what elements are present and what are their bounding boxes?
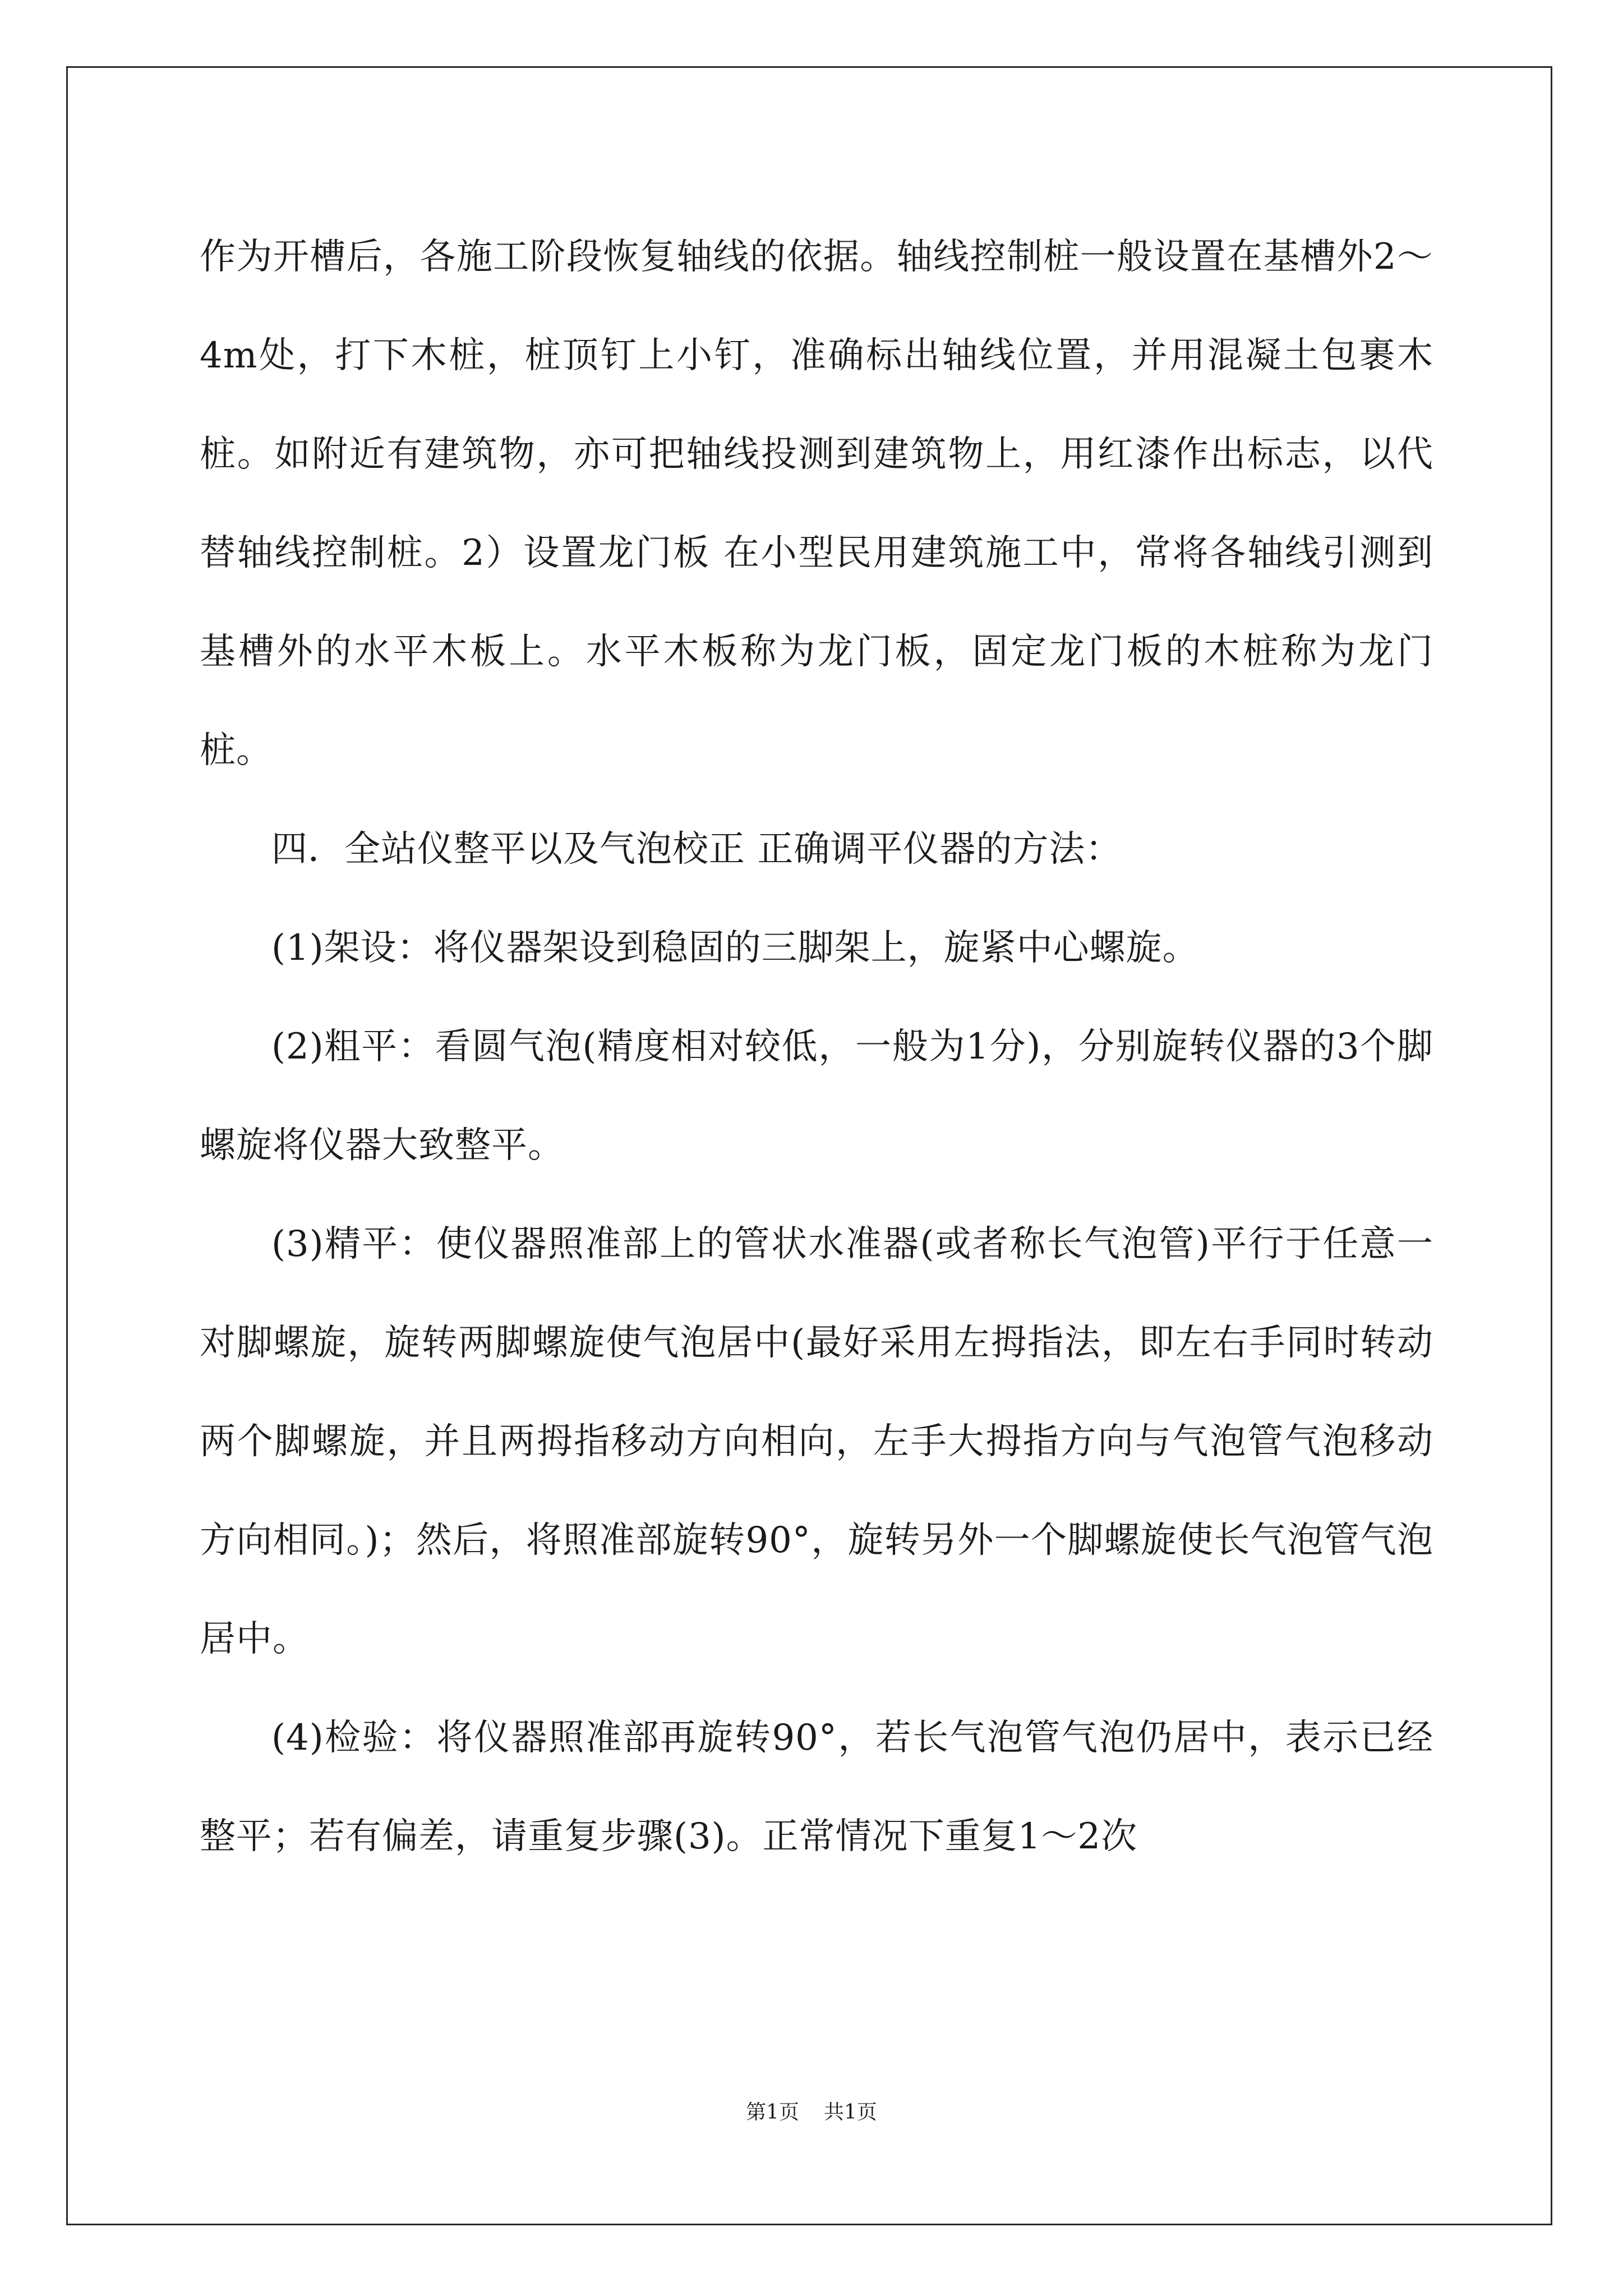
paragraph-step-setup: (1)架设：将仪器架设到稳固的三脚架上，旋紧中心螺旋。	[271, 927, 1199, 969]
paragraph-step-check: (4)检验：将仪器照准部再旋转90°，若长气泡管气泡仍居中，表示已经整平；若有偏差，请重复步骤(3)。正常情况下重复1～2次	[200, 1717, 1433, 1857]
paragraph-step-fine-level: (3)精平：使仪器照准部上的管状水准器(或者称长气泡管)平行于任意一对脚螺旋，旋转两脚螺旋使气泡居中(最好采用左拇指法，即左右手同时转动两个脚螺旋，并且两拇指移动方向相向，左手大拇指方向与气泡管气泡移动方向相同。)；然后，将照准部旋转90°，旋转另外一个脚螺旋使长气泡管气泡居中。	[200, 1223, 1433, 1660]
page-number: 第1页	[746, 2101, 799, 2124]
paragraph-axis-control: 作为开槽后，各施工阶段恢复轴线的依据。轴线控制桩一般设置在基槽外2～4m处，打下木桩，桩顶钉上小钉，准确标出轴线位置，并用混凝土包裹木桩。如附近有建筑物，亦可把轴线投测到建筑物上，用红漆作出标志，以代替轴线控制桩。2）设置龙门板 在小型民用建筑施工中，常将各轴线引测到基槽外的水平木板上。水平木板称为龙门板，固定龙门板的木桩称为龙门桩。	[200, 236, 1433, 771]
paragraph-step-rough-level: (2)粗平：看圆气泡(精度相对较低，一般为1分)，分别旋转仪器的3个脚螺旋将仪器大致整平。	[200, 1026, 1433, 1166]
page-footer	[0, 2096, 1623, 2125]
page-total: 共1页	[824, 2101, 877, 2124]
paragraph-section-heading: 四．全站仪整平以及气泡校正 正确调平仪器的方法：	[271, 829, 1122, 870]
document-body	[200, 208, 1433, 1886]
